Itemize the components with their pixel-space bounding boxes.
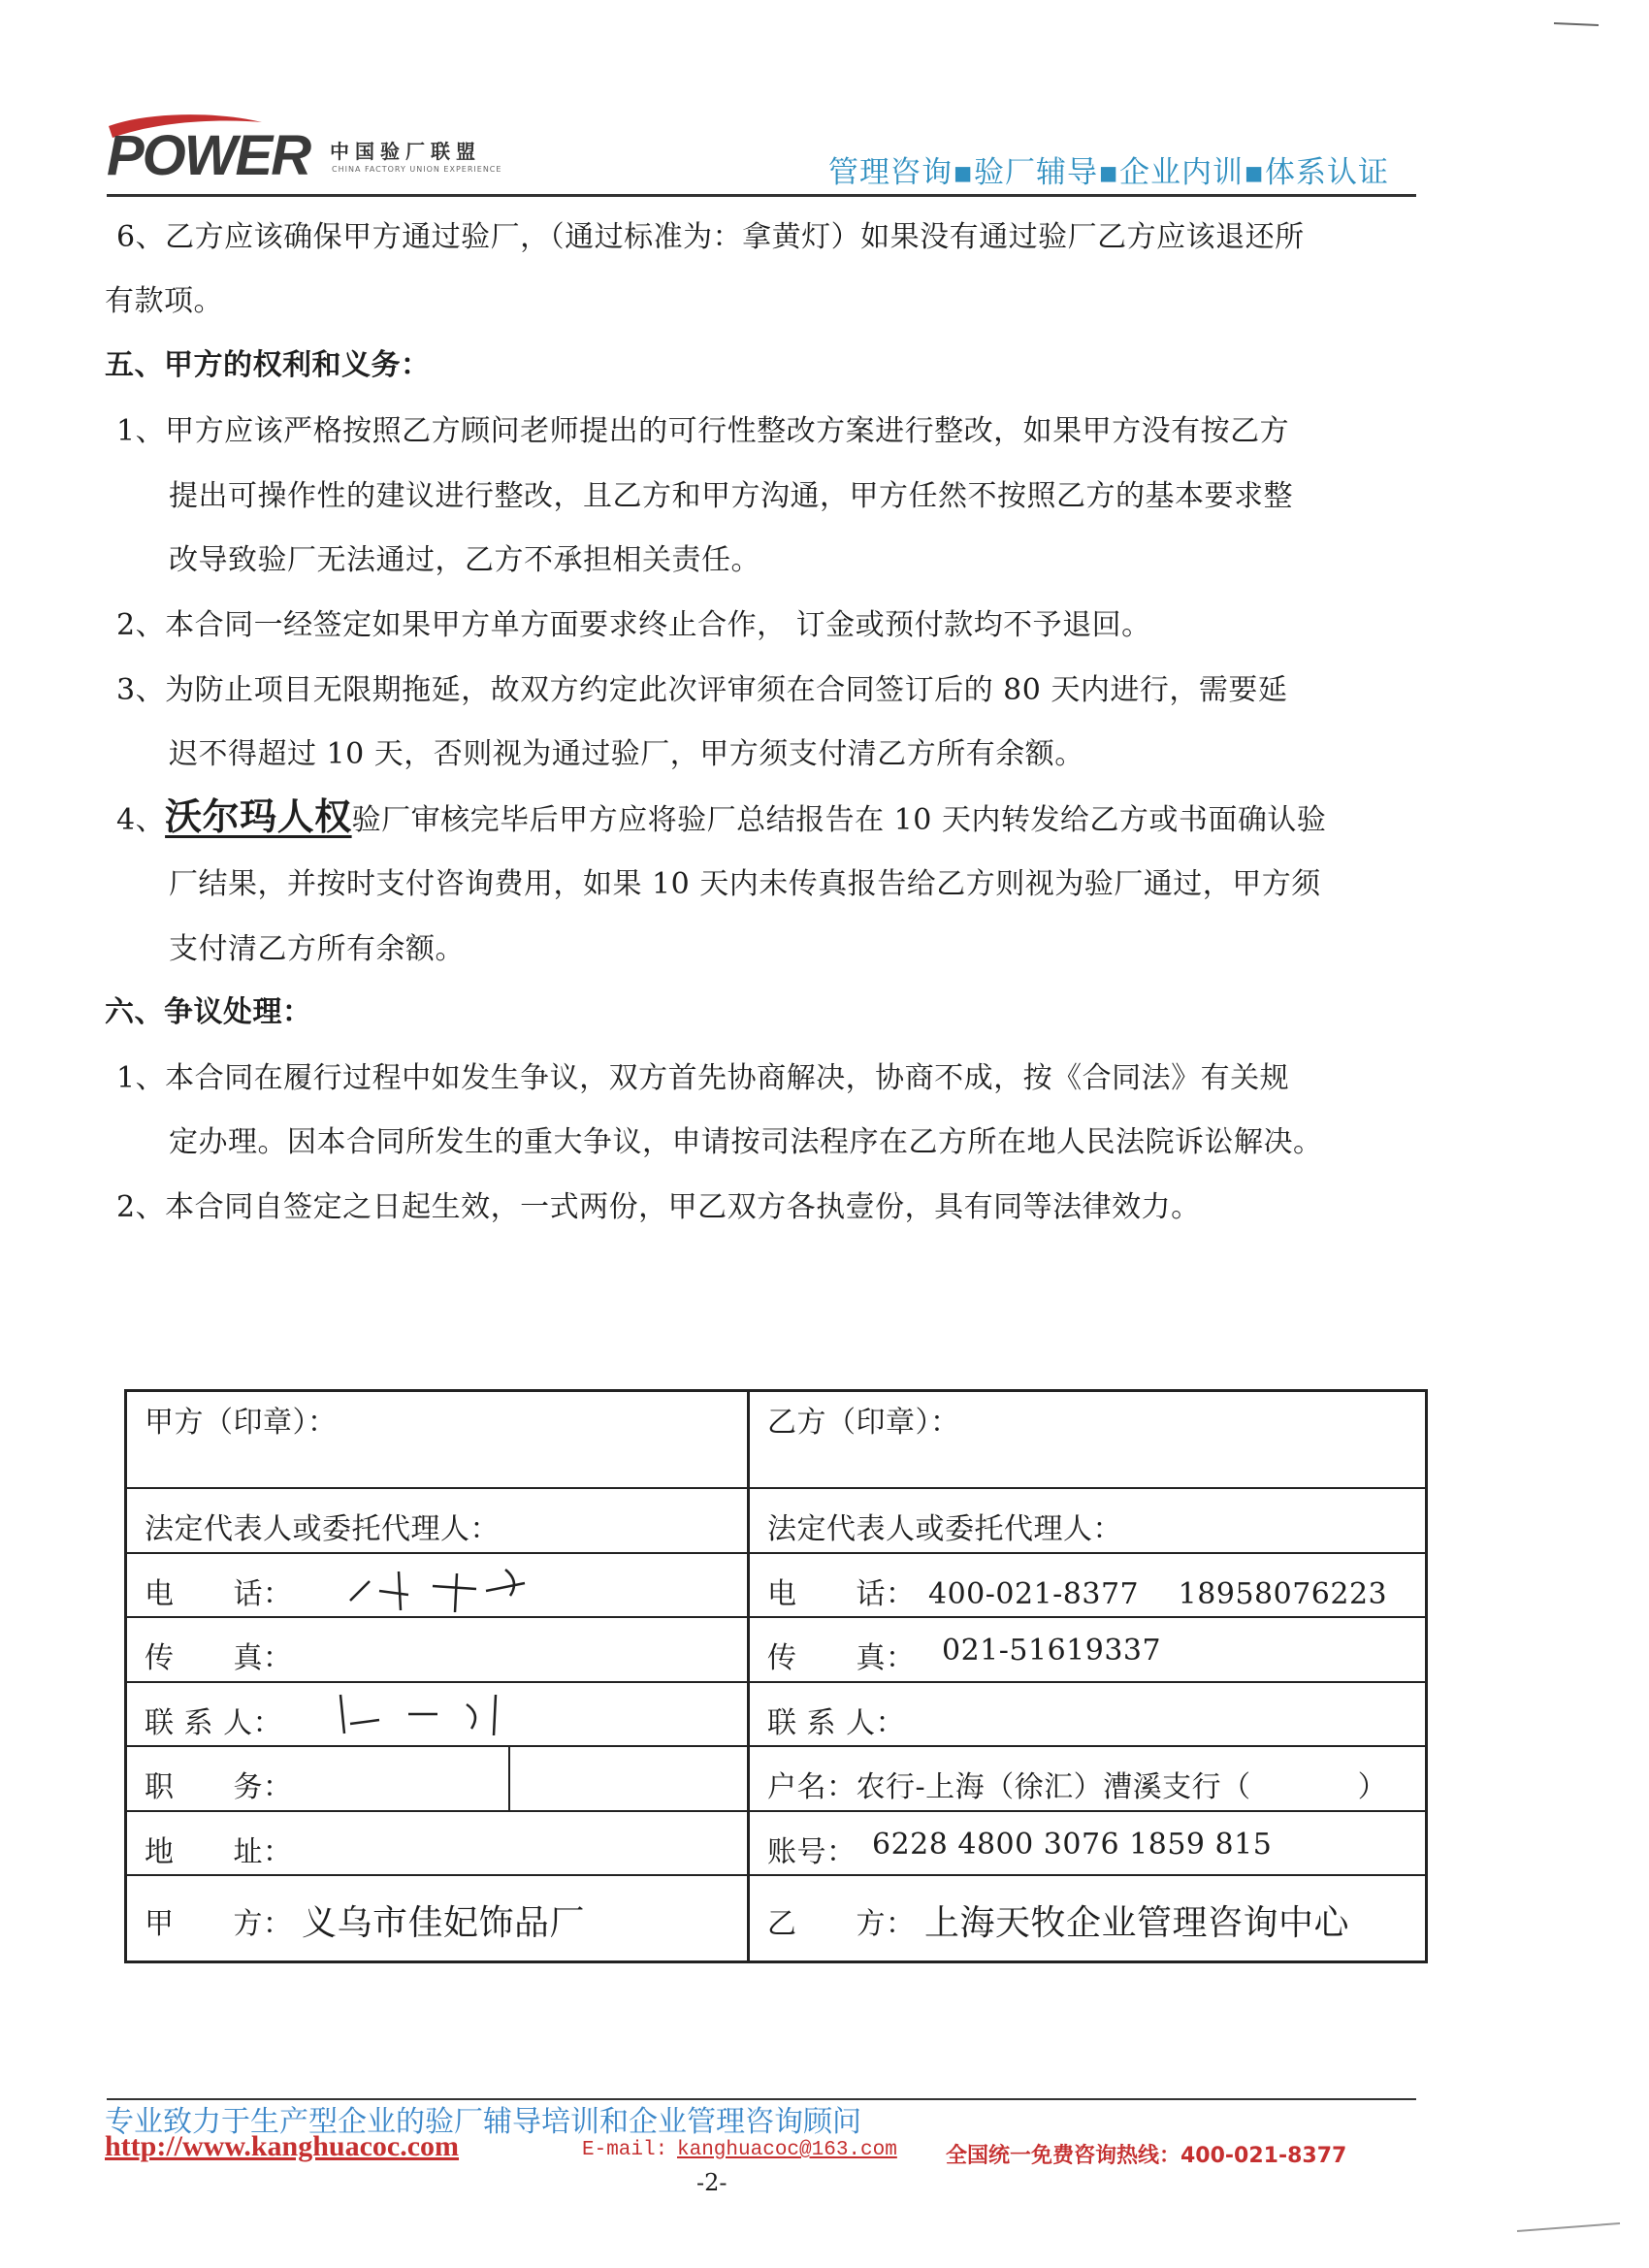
table-row-fax <box>127 1618 1425 1683</box>
logo-cn-text: 中国验厂联盟 <box>330 140 481 163</box>
clause-6-1-line-1: 1、本合同在履行过程中如发生争议，双方首先协商解决，协商不成，按《合同法》有关规 <box>116 1061 1290 1095</box>
party-b-account-name-text: 户名：农行-上海（徐汇）漕溪支行（ <box>767 1770 1251 1804</box>
clause-5-1-line-2: 提出可操作性的建议进行整改，且乙方和甲方沟通，甲方任然不按照乙方的基本要求整 <box>169 479 1293 513</box>
party-a-title-label: 职 务： <box>145 1770 293 1804</box>
logo-en-text: CHINA FACTORY UNION EXPERIENCE <box>332 165 502 174</box>
party-b-phone-value: 400-021-8377 18958076223 <box>928 1577 1388 1611</box>
clause-5-1-line-3: 改导致验厂无法通过，乙方不承担相关责任。 <box>169 543 760 577</box>
footer-divider <box>107 2098 1416 2100</box>
clause-5-4-line-1 <box>116 794 1327 840</box>
scan-corner-mark <box>1550 0 1608 39</box>
table-row-representative <box>127 1489 1425 1554</box>
party-b-fax-label: 传 真： <box>767 1641 916 1675</box>
header-divider <box>107 194 1416 197</box>
footer-slogan: 专业致力于生产型企业的验厂辅导培训和企业管理咨询顾问 <box>105 2105 861 2139</box>
redacted-phone-scribble <box>340 1562 534 1616</box>
clause-6-2: 2、本合同自签定之日起生效，一式两份，甲乙双方各执壹份，具有同等法律效力。 <box>116 1190 1201 1224</box>
party-b-account-no: 6228 4800 3076 1859 815 <box>872 1828 1273 1862</box>
table-row-seal <box>127 1392 1425 1489</box>
clause-5-3-line-1: 3、为防止项目无限期拖延，故双方约定此次评审须在合同签订后的 80 天内进行，需要延 <box>116 673 1288 707</box>
party-b-account-no-label: 账号： <box>767 1835 857 1869</box>
clause-6-line-1: 6、乙方应该确保甲方通过验厂，（通过标准为：拿黄灯）如果没有通过验厂乙方应该退还所 <box>116 220 1305 254</box>
section-5-heading: 五、甲方的权利和义务： <box>105 348 431 382</box>
footer-email-link[interactable]: kanghuacoc@163.com <box>677 2139 897 2161</box>
party-a-rep-label: 法定代表人或委托代理人： <box>145 1512 500 1546</box>
section-6-heading: 六、争议处理： <box>105 995 312 1029</box>
party-b-account-name-close: ） <box>1357 1770 1388 1804</box>
party-b-contact-label: 联 系 人： <box>767 1706 906 1740</box>
svg-text:POWER: POWER <box>107 124 310 186</box>
walmart-human-rights-emphasis: 沃尔玛人权 <box>165 794 352 838</box>
clause-5-4-line-3: 支付清乙方所有余额。 <box>169 932 465 966</box>
party-b-phone-label: 电 话： <box>767 1577 916 1611</box>
clause-5-4-line-1-text: 验厂审核完毕后甲方应将验厂总结报告在 10 天内转发给乙方或书面确认验 <box>351 803 1327 837</box>
party-b-fax-value: 021-51619337 <box>942 1634 1162 1668</box>
header-tagline: 管理咨询▪验厂辅导▪企业内训▪体系认证 <box>827 155 1389 190</box>
clause-5-1-line-1: 1、甲方应该严格按照乙方顾问老师提出的可行性整改方案进行整改，如果甲方没有按乙方 <box>116 414 1290 448</box>
party-b-rep-label: 法定代表人或委托代理人： <box>767 1512 1122 1546</box>
clause-5-2: 2、本合同一经签定如果甲方单方面要求终止合作， 订金或预付款均不予退回。 <box>116 608 1151 642</box>
clause-6-1-line-2: 定办理。因本合同所发生的重大争议，申请按司法程序在乙方所在地人民法院诉讼解决。 <box>169 1125 1323 1159</box>
signature-table <box>124 1389 1428 1963</box>
party-a-address-label: 地 址： <box>145 1835 293 1869</box>
power-logo-icon <box>107 109 325 186</box>
table-row-address-account-no <box>127 1812 1425 1876</box>
footer-email-label: E-mail: <box>582 2139 668 2161</box>
table-row-title-account <box>127 1747 1425 1812</box>
company-logo <box>107 109 514 186</box>
table-row-party-names <box>127 1876 1425 1963</box>
party-a-fax-label: 传 真： <box>145 1641 293 1675</box>
party-a-name-label: 甲 方： <box>145 1907 293 1941</box>
clause-5-3-line-2: 迟不得超过 10 天，否则视为通过验厂，甲方须支付清乙方所有余额。 <box>169 737 1084 771</box>
party-a-seal-label: 甲方（印章）： <box>145 1406 338 1440</box>
party-a-phone-label: 电 话： <box>145 1577 293 1611</box>
redacted-contact-scribble <box>321 1685 515 1743</box>
footer-website-link[interactable]: http://www.kanghuacoc.com <box>105 2130 460 2162</box>
party-a-name: 义乌市佳妃饰品厂 <box>302 1903 586 1943</box>
party-b-name: 上海天牧企业管理咨询中心 <box>924 1903 1350 1943</box>
party-b-name-label: 乙 方： <box>767 1907 916 1941</box>
table-row-contact <box>127 1683 1425 1747</box>
table-row-phone <box>127 1554 1425 1618</box>
party-a-contact-label: 联 系 人： <box>145 1706 283 1740</box>
party-b-seal-label: 乙方（印章）： <box>767 1406 960 1440</box>
scan-corner-mark-bottom <box>1513 2212 1630 2251</box>
party-b-account-name <box>767 1763 1387 1805</box>
footer-hotline: 全国统一免费咨询热线：400-021-8377 <box>946 2144 1347 2168</box>
page-number: -2- <box>696 2169 728 2196</box>
clause-6-line-2: 有款项。 <box>105 284 223 318</box>
pasted-cover-edge <box>508 1747 510 1811</box>
clause-5-4-line-2: 厂结果，并按时支付咨询费用，如果 10 天内未传真报告给乙方则视为验厂通过，甲方须 <box>169 867 1321 901</box>
clause-5-4-number: 4、 <box>116 803 166 837</box>
